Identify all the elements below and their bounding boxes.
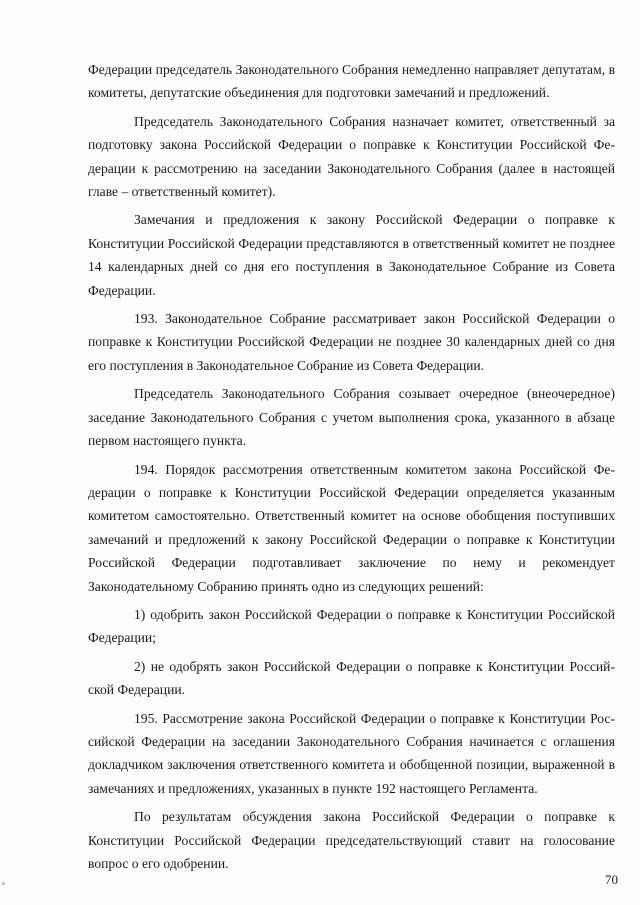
page-number: 70 bbox=[605, 872, 618, 887]
paragraph-session-convening: Председатель Законодательного Собрания созывает очередное (внеочередное) заседание Законодательного Собрания с учетом выполнения срока, указанного в абзаце первом настоящего пункта. bbox=[88, 386, 615, 449]
list-item-approve: 1) одобрить закон Российской Федерации о поправке к Конституции Российской Федерации; bbox=[88, 606, 615, 646]
paragraph-remarks-deadline: Замечания и предложения к закону Российской Федерации о поправке к Конституции Российской Федерации представляются в ответственный комитет не позднее 14 календарных дней со дня его поступления в Законодательное Собрание из Совета Федерации. bbox=[88, 212, 615, 298]
paragraph-195: 195. Рассмотрение закона Российской Федерации о поправке к Конституции Российской Федерации на заседании Законодательного Собрания начинается с оглашения докладчиком заключения ответственного комитета и обобщенной позиции, выраженной в замечаниях и предложениях, указанных в пункте 192 настоящего Регламента. bbox=[88, 710, 615, 796]
list-item-reject: 2) не одобрять закон Российской Федерации о поправке к Конституции Российской Федерации. bbox=[88, 658, 615, 698]
scan-artifact bbox=[2, 882, 5, 885]
paragraph-committee-assignment: Председатель Законодательного Собрания назначает комитет, ответственный за подготовку закона Российской Федерации о поправке к Конституции Российской Федерации к рассмотрению на заседании Законодательного Собрания (далее в настоящей главе – ответственный комитет). bbox=[88, 113, 615, 200]
paragraph-194: 194. Порядок рассмотрения ответственным комитетом закона Российской Федерации о поправке к Конституции Российской Федерации определяется указанным комитетом самостоятельно. Ответственный комитет на основе обобщения поступивших замечаний и предложений к закону Российской Федерации о поправке к Конституции Российской Федерации подготавливает заключение по нему и рекомендует Законодательному Собранию принять одно из следующих решений: bbox=[88, 461, 615, 594]
paragraph-193: 193. Законодательное Собрание рассматривает закон Российской Федерации о поправке к Конституции Российской Федерации не позднее 30 календарных дней со дня его поступления в Законодательное Собрание из Совета Федерации. bbox=[88, 311, 615, 373]
paragraph-continuation: Федерации председатель Законодательного Собрания немедленно направляет депутатам, в комитеты, депутатские объединения для подготовки замечаний и предложений. bbox=[88, 62, 615, 101]
document-body bbox=[88, 58, 615, 880]
paragraph-voting: По результатам обсуждения закона Российской Федерации о поправке к Конституции Российской Федерации председательствующий ставит на голосование вопрос о его одобрении. bbox=[88, 809, 615, 871]
